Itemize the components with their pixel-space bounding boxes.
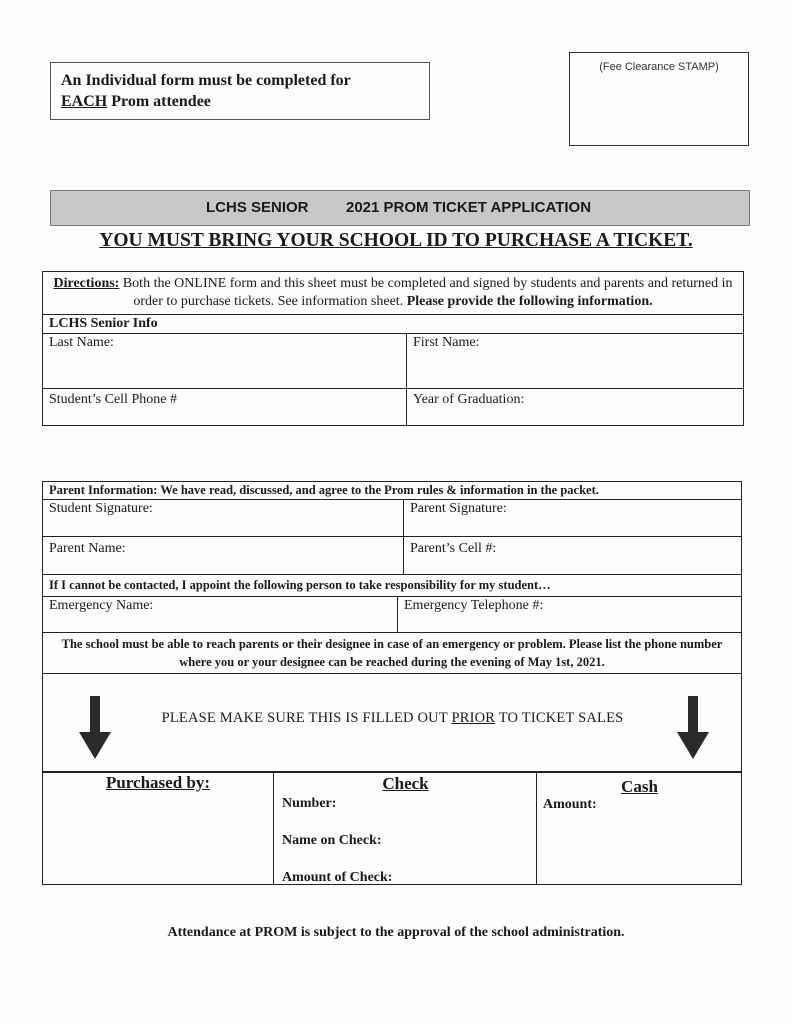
cash-amount-field[interactable]: Amount: (543, 797, 597, 812)
reach-parent-note: The school must be able to reach parents or their designee in case of an emergency or problem. Please list the phone number where you or your designee can be reached during the evening of May 1st, 2021. (43, 633, 742, 674)
parent-cell-field[interactable]: Parent’s Cell #: (404, 537, 742, 575)
parent-signature-field[interactable]: Parent Signature: (404, 500, 742, 537)
name-on-check-field[interactable]: Name on Check: (282, 833, 382, 848)
senior-info-table (42, 271, 744, 426)
ticket-sales-reminder (43, 710, 742, 727)
notice-line-2 (61, 91, 429, 112)
reminder-pre: PLEASE MAKE SURE THIS IS FILLED OUT (161, 710, 452, 726)
check-cell (274, 772, 537, 885)
school-id-headline: YOU MUST BRING YOUR SCHOOL ID TO PURCHASE A TICKET. (99, 230, 693, 251)
first-name-field[interactable]: First Name: (407, 334, 744, 389)
stamp-label: (Fee Clearance STAMP) (599, 61, 719, 73)
graduation-year-field[interactable]: Year of Graduation: (407, 389, 744, 426)
student-cell-phone-field[interactable]: Student’s Cell Phone # (43, 389, 407, 426)
contact-responsibility-note: If I cannot be contacted, I appoint the following person to take responsibility for my student… (43, 575, 742, 597)
senior-info-header: LCHS Senior Info (43, 315, 744, 334)
purchased-by-label: Purchased by: (105, 773, 211, 792)
reminder-prior: PRIOR (451, 710, 496, 726)
emergency-name-field[interactable]: Emergency Name: (43, 597, 398, 633)
student-signature-field[interactable]: Student Signature: (43, 500, 404, 537)
reminder-post: TO TICKET SALES (495, 710, 624, 726)
check-title: Check (382, 774, 429, 793)
purchase-table (42, 771, 742, 885)
directions-label: Directions: (53, 276, 120, 291)
directions-text: Both the ONLINE form and this sheet must be completed and signed by students and parents and returned in order to purchase tickets. See information sheet. (119, 276, 733, 309)
down-arrow-right-icon (677, 696, 709, 760)
check-number-field[interactable]: Number: (282, 796, 337, 811)
parent-name-field[interactable]: Parent Name: (43, 537, 404, 575)
amount-of-check-field[interactable]: Amount of Check: (282, 870, 393, 885)
application-title-bar (50, 190, 750, 226)
attendance-footer: Attendance at PROM is subject to the approval of the school administration. (167, 925, 625, 940)
title-application: 2021 PROM TICKET APPLICATION (346, 199, 592, 216)
notice-each: EACH (61, 93, 108, 110)
notice-line-2-rest: Prom attendee (107, 93, 211, 110)
reminder-cell (43, 674, 742, 773)
fee-clearance-stamp-box (569, 52, 749, 146)
parent-info-table (42, 481, 742, 773)
individual-form-notice (50, 62, 430, 120)
last-name-field[interactable]: Last Name: (43, 334, 407, 389)
emergency-phone-field[interactable]: Emergency Telephone #: (398, 597, 742, 633)
purchased-by-cell[interactable] (43, 772, 274, 885)
down-arrow-left-icon (79, 696, 111, 760)
cash-cell (537, 772, 742, 885)
directions-cell (43, 272, 744, 315)
parent-info-header: Parent Information: We have read, discussed, and agree to the Prom rules & information in the packet. (43, 482, 742, 500)
notice-line-1: An Individual form must be completed for (61, 72, 351, 89)
title-school: LCHS SENIOR (206, 199, 309, 216)
directions-emphasis: Please provide the following information. (406, 294, 653, 309)
cash-title: Cash (621, 777, 658, 796)
